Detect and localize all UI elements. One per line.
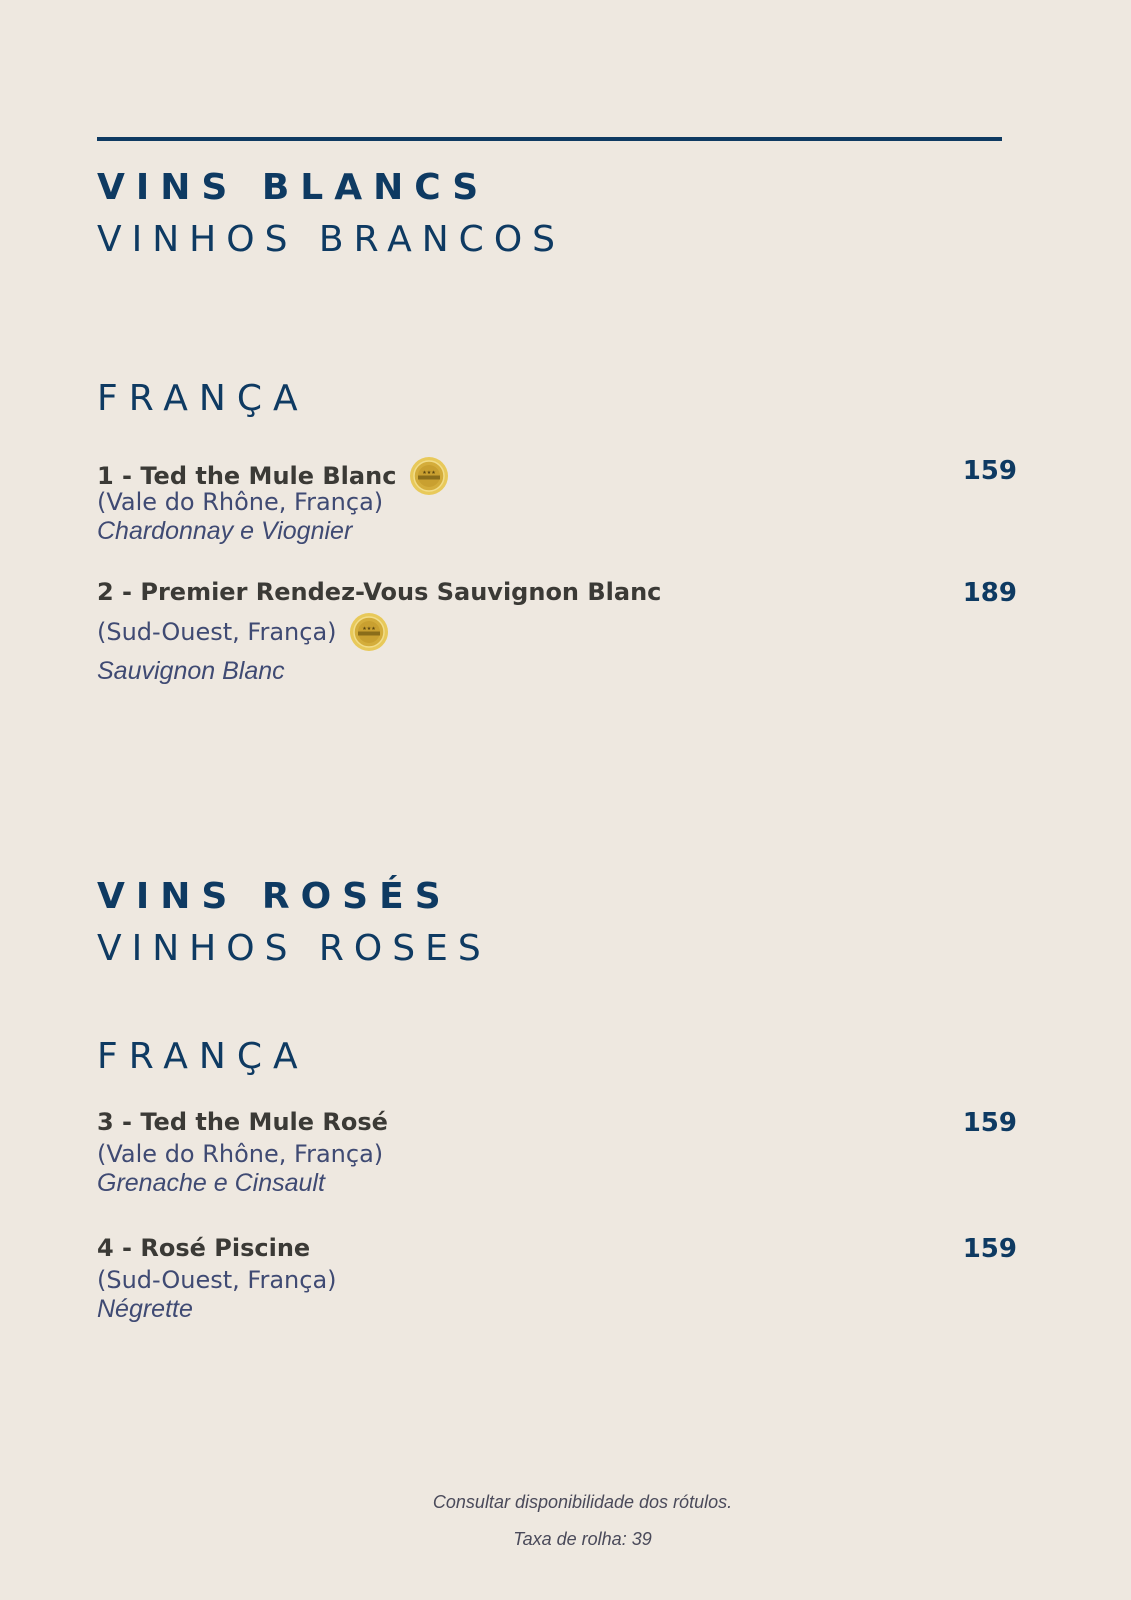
wine-item-2	[97, 578, 1017, 686]
region-heading-roses: FRANÇA	[97, 1036, 309, 1077]
region-heading-whites: FRANÇA	[97, 378, 309, 419]
wine-grapes: Sauvignon Blanc	[97, 657, 285, 685]
premium-medal-icon	[349, 612, 389, 652]
wine-grapes: Grenache e Cinsault	[97, 1169, 325, 1197]
corkage-fee: Taxa de rolha: 39	[513, 1529, 652, 1549]
wine-price: 189	[962, 578, 1017, 608]
wine-grapes: Chardonnay e Viognier	[97, 517, 353, 545]
wine-price: 159	[962, 1108, 1017, 1138]
wine-origin: (Vale do Rhône, França)	[97, 1140, 384, 1168]
svg-text:★★★: ★★★	[362, 626, 376, 632]
section-title-fr-roses: VINS ROSÉS	[97, 876, 452, 917]
availability-note: Consultar disponibilidade dos rótulos.	[432, 1492, 733, 1512]
svg-text:★★★: ★★★	[422, 470, 436, 476]
section-title-pt-roses: VINHOS ROSES	[97, 928, 491, 969]
wine-origin: (Vale do Rhône, França)	[97, 488, 384, 516]
top-divider	[97, 137, 1002, 141]
premium-medal-icon	[409, 456, 449, 496]
section-title-pt-whites: VINHOS BRANCOS	[97, 219, 566, 260]
wine-price: 159	[962, 1234, 1017, 1264]
wine-item-4	[97, 1234, 1017, 1324]
wine-origin: (Sud-Ouest, França)	[97, 618, 337, 646]
wine-name: 2 - Premier Rendez-Vous Sauvignon Blanc	[97, 578, 662, 606]
wine-name: 4 - Rosé Piscine	[97, 1234, 311, 1262]
section-title-fr-whites: VINS BLANCS	[97, 167, 490, 208]
wine-origin: (Sud-Ouest, França)	[97, 1266, 337, 1294]
wine-item-3	[97, 1108, 1017, 1198]
wine-grapes: Négrette	[97, 1295, 193, 1323]
wine-name: 3 - Ted the Mule Rosé	[97, 1108, 388, 1136]
wine-name: 1 - Ted the Mule Blanc	[97, 462, 397, 490]
wine-item-1	[97, 456, 1017, 546]
wine-price: 159	[962, 456, 1017, 486]
